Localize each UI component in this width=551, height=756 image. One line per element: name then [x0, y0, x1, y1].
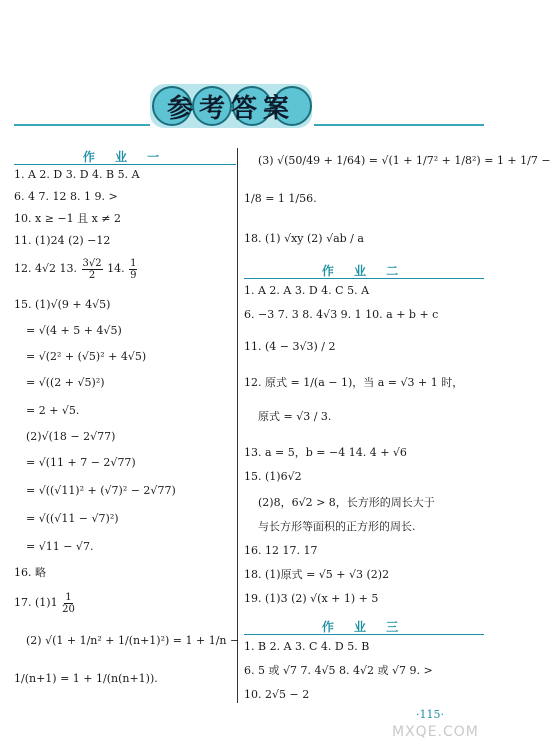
answer-line: = √(4 + 5 + 4√5) — [26, 324, 122, 337]
numerator: 3√2 — [82, 257, 102, 269]
answer-line: = √(2² + (√5)² + 4√5) — [26, 350, 147, 363]
answer-line: 16. 略 — [14, 566, 46, 579]
answer-line: 15. (1)6√2 — [244, 470, 302, 483]
answer-line: 6. −3 7. 3 8. 4√3 9. 1 10. a + b + c — [244, 308, 439, 321]
page-number: ·115· — [416, 708, 444, 721]
answer-line: 15. (1)√(9 + 4√5) — [14, 298, 111, 311]
answer-text: 12. 4√2 13. — [14, 262, 77, 275]
fraction — [129, 258, 137, 281]
site-watermark: MXQE.COM — [392, 724, 479, 740]
answer-line — [14, 590, 76, 616]
answer-line: 1/(n+1) = 1 + 1/(n(n+1)). — [14, 672, 158, 685]
answer-line: 12. 原式 = 1/(a − 1)，当 a = √3 + 1 时， — [244, 376, 464, 389]
answer-line: 1. B 2. A 3. C 4. D 5. B — [244, 640, 370, 653]
answer-line: 18. (1)原式 = √5 + √3 (2)2 — [244, 568, 390, 581]
answer-line: 10. 2√5 − 2 — [244, 688, 310, 701]
answer-line: 1. A 2. D 3. D 4. B 5. A — [14, 168, 140, 181]
section-title-2: 作 业 二 — [321, 264, 407, 278]
answer-line: 18. (1) √xy (2) √ab / a — [244, 232, 364, 245]
answer-line: (3) √(50/49 + 1/64) = √(1 + 1/7² + 1/8²) = 1 + 1/7 − — [258, 154, 551, 167]
fraction — [62, 592, 75, 615]
section-rule-2 — [244, 278, 484, 279]
answer-line: 16. 12 17. 17 — [244, 544, 318, 557]
numerator: 1 — [65, 591, 72, 603]
fraction — [82, 258, 103, 281]
answer-line: = 2 + √5. — [26, 404, 80, 417]
answer-line: = √((2 + √5)²) — [26, 376, 105, 389]
section-title-3: 作 业 三 — [321, 620, 407, 634]
answer-line: = √(11 + 7 − 2√77) — [26, 456, 136, 469]
answer-line: = √11 − √7. — [26, 540, 94, 553]
answer-line: 11. (4 − 3√3) / 2 — [244, 340, 336, 353]
answer-line — [14, 256, 138, 282]
answer-text: 14. — [107, 262, 125, 275]
section-rule-3 — [244, 634, 484, 635]
answer-line: (2)√(18 − 2√77) — [26, 430, 116, 443]
answer-text: 17. (1)1 — [14, 596, 58, 609]
answer-line: 13. a = 5，b = −4 14. 4 + √6 — [244, 446, 407, 459]
answer-line: 与长方形等面积的正方形的周长. — [258, 520, 416, 533]
answer-line: 19. (1)3 (2) √(x + 1) + 5 — [244, 592, 379, 605]
answer-line: 原式 = √3 / 3. — [258, 410, 332, 423]
answer-line: 6. 5 或 √7 7. 4√5 8. 4√2 或 √7 9. > — [244, 664, 433, 677]
answer-line: (2)8，6√2 > 8，长方形的周长大于 — [258, 496, 435, 509]
numerator: 1 — [130, 257, 137, 269]
answer-line: 1. A 2. A 3. D 4. C 5. A — [244, 284, 370, 297]
column-divider — [237, 148, 238, 703]
answer-line: 1/8 = 1 1/56. — [244, 192, 317, 205]
answer-line: = √((√11)² + (√7)² − 2√77) — [26, 484, 176, 497]
denominator: 20 — [62, 603, 75, 615]
page-title: 参考答案 — [166, 93, 295, 124]
answer-line: = √((√11 − √7)²) — [26, 512, 119, 525]
section-title-1: 作 业 一 — [82, 150, 168, 164]
banner-rule-right — [314, 124, 484, 126]
answer-line: 11. (1)24 (2) −12 — [14, 234, 111, 247]
banner-rule-left — [14, 124, 150, 126]
denominator: 2 — [88, 269, 96, 281]
answer-line: 6. 4 7. 12 8. 1 9. > — [14, 190, 118, 203]
denominator: 9 — [130, 269, 137, 281]
answer-line: 10. x ≥ −1 且 x ≠ 2 — [14, 212, 122, 225]
section-rule-1 — [14, 164, 236, 165]
answer-line: (2) √(1 + 1/n² + 1/(n+1)²) = 1 + 1/n − — [26, 634, 240, 647]
